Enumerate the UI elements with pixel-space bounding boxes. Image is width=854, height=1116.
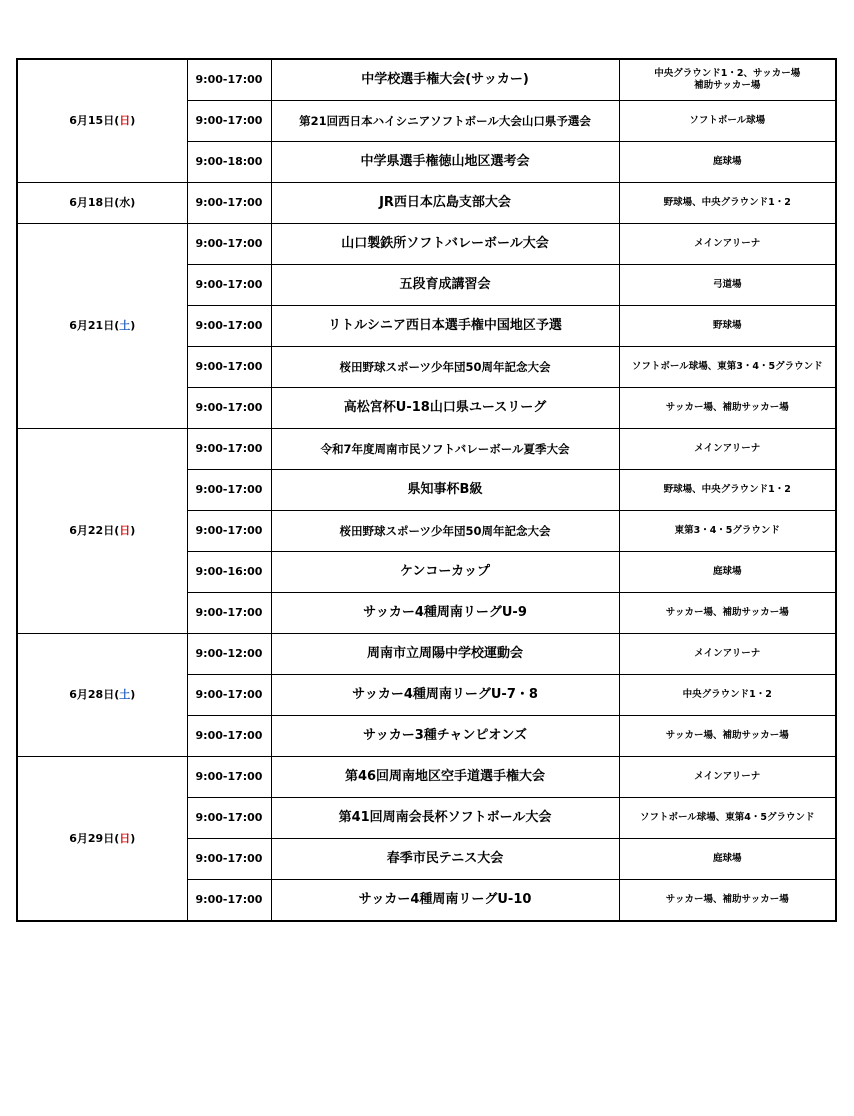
- time-cell: 9:00-18:00: [187, 142, 271, 183]
- time-cell: 9:00-17:00: [187, 101, 271, 142]
- venue-line: 庭球場: [712, 853, 742, 865]
- event-name-cell: 令和7年度周南市民ソフトバレーボール夏季大会: [271, 429, 619, 470]
- date-cell: [17, 429, 187, 634]
- event-name-cell: 五段育成講習会: [271, 265, 619, 306]
- date-close-paren: ): [130, 524, 136, 538]
- venue-cell: [619, 798, 836, 839]
- time-cell: 9:00-17:00: [187, 347, 271, 388]
- time-cell: 9:00-17:00: [187, 429, 271, 470]
- date-cell: [17, 224, 187, 429]
- time-cell: 9:00-16:00: [187, 552, 271, 593]
- venue-line: 庭球場: [712, 156, 742, 168]
- venue-line: 弓道場: [712, 279, 742, 291]
- venue-cell: [619, 880, 836, 922]
- venue-cell: [619, 101, 836, 142]
- venue-cell: [619, 183, 836, 224]
- time-cell: 9:00-17:00: [187, 880, 271, 922]
- date-close-paren: ): [130, 319, 136, 333]
- venue-cell: [619, 757, 836, 798]
- venue-cell: [619, 347, 836, 388]
- venue-line: 庭球場: [712, 566, 742, 578]
- time-cell: 9:00-17:00: [187, 265, 271, 306]
- venue-line: サッカー場、補助サッカー場: [665, 730, 789, 742]
- date-label: 6月29日(: [69, 831, 120, 845]
- schedule-table: [16, 58, 837, 922]
- venue-line: サッカー場、補助サッカー場: [665, 607, 789, 619]
- time-cell: 9:00-17:00: [187, 839, 271, 880]
- venue-line: ソフトボール球場、東第4・5グラウンド: [639, 812, 815, 824]
- schedule-body: [17, 59, 836, 921]
- venue-line: 中央グラウンド1・2: [682, 689, 772, 701]
- time-cell: 9:00-17:00: [187, 593, 271, 634]
- table-row: [17, 634, 836, 675]
- venue-cell: [619, 59, 836, 101]
- date-label: 6月28日(: [69, 688, 120, 702]
- venue-line: メインアリーナ: [694, 771, 761, 783]
- event-name-cell: 高松宮杯U-18山口県ユースリーグ: [271, 388, 619, 429]
- time-cell: 9:00-17:00: [187, 388, 271, 429]
- event-name-cell: 春季市民テニス大会: [271, 839, 619, 880]
- event-name-cell: 中学校選手権大会(サッカー): [271, 59, 619, 101]
- weekday-label: 土: [119, 319, 131, 333]
- time-cell: 9:00-17:00: [187, 675, 271, 716]
- table-row: [17, 224, 836, 265]
- event-name-cell: JR西日本広島支部大会: [271, 183, 619, 224]
- venue-cell: [619, 593, 836, 634]
- event-name-cell: サッカー4種周南リーグU-10: [271, 880, 619, 922]
- table-row: [17, 757, 836, 798]
- venue-line: 野球場、中央グラウンド1・2: [663, 484, 791, 496]
- weekday-label: 日: [119, 831, 131, 845]
- venue-line: メインアリーナ: [694, 443, 761, 455]
- table-row: [17, 183, 836, 224]
- venue-cell: [619, 552, 836, 593]
- venue-cell: [619, 388, 836, 429]
- venue-cell: [619, 142, 836, 183]
- date-cell: [17, 59, 187, 183]
- event-name-cell: 第21回西日本ハイシニアソフトボール大会山口県予選会: [271, 101, 619, 142]
- date-cell: [17, 757, 187, 922]
- venue-line: サッカー場、補助サッカー場: [665, 894, 789, 906]
- event-name-cell: サッカー4種周南リーグU-7・8: [271, 675, 619, 716]
- time-cell: 9:00-17:00: [187, 798, 271, 839]
- date-label: 6月15日(: [69, 114, 120, 128]
- date-label: 6月22日(: [69, 524, 120, 538]
- event-name-cell: 桜田野球スポーツ少年団50周年記念大会: [271, 511, 619, 552]
- date-cell: [17, 183, 187, 224]
- time-cell: 9:00-17:00: [187, 224, 271, 265]
- venue-line: 中央グラウンド1・2、サッカー場: [654, 68, 801, 80]
- venue-cell: [619, 306, 836, 347]
- event-name-cell: ケンコーカップ: [271, 552, 619, 593]
- venue-cell: [619, 265, 836, 306]
- time-cell: 9:00-17:00: [187, 511, 271, 552]
- date-label: 6月18日(: [69, 196, 120, 210]
- venue-cell: [619, 839, 836, 880]
- weekday-label: 日: [119, 114, 131, 128]
- date-close-paren: ): [130, 114, 136, 128]
- venue-line: ソフトボール球場、東第3・4・5グラウンド: [631, 361, 823, 373]
- date-close-paren: ): [130, 196, 136, 210]
- event-name-cell: 県知事杯B級: [271, 470, 619, 511]
- event-name-cell: 第41回周南会長杯ソフトボール大会: [271, 798, 619, 839]
- date-label: 6月21日(: [69, 319, 120, 333]
- venue-cell: [619, 716, 836, 757]
- time-cell: 9:00-17:00: [187, 183, 271, 224]
- time-cell: 9:00-17:00: [187, 306, 271, 347]
- venue-line: メインアリーナ: [694, 648, 761, 660]
- weekday-label: 土: [119, 688, 131, 702]
- venue-line: サッカー場、補助サッカー場: [665, 402, 789, 414]
- event-name-cell: リトルシニア西日本選手権中国地区予選: [271, 306, 619, 347]
- venue-line: 補助サッカー場: [694, 80, 761, 91]
- time-cell: 9:00-17:00: [187, 59, 271, 101]
- event-name-cell: 第46回周南地区空手道選手権大会: [271, 757, 619, 798]
- venue-cell: [619, 675, 836, 716]
- venue-cell: [619, 511, 836, 552]
- venue-cell: [619, 224, 836, 265]
- event-name-cell: 桜田野球スポーツ少年団50周年記念大会: [271, 347, 619, 388]
- event-name-cell: 周南市立周陽中学校運動会: [271, 634, 619, 675]
- date-close-paren: ): [130, 688, 136, 702]
- venue-line: メインアリーナ: [694, 238, 761, 250]
- venue-cell: [619, 470, 836, 511]
- event-name-cell: サッカー3種チャンピオンズ: [271, 716, 619, 757]
- time-cell: 9:00-17:00: [187, 470, 271, 511]
- venue-cell: [619, 634, 836, 675]
- event-name-cell: 山口製鉄所ソフトバレーボール大会: [271, 224, 619, 265]
- weekday-label: 日: [119, 524, 131, 538]
- time-cell: 9:00-17:00: [187, 757, 271, 798]
- date-close-paren: ): [130, 831, 136, 845]
- time-cell: 9:00-17:00: [187, 716, 271, 757]
- venue-line: 東第3・4・5グラウンド: [674, 525, 780, 537]
- event-name-cell: 中学県選手権徳山地区選考会: [271, 142, 619, 183]
- time-cell: 9:00-12:00: [187, 634, 271, 675]
- event-name-cell: サッカー4種周南リーグU-9: [271, 593, 619, 634]
- venue-line: ソフトボール球場: [689, 115, 766, 127]
- venue-line: 野球場、中央グラウンド1・2: [663, 197, 791, 209]
- venue-cell: [619, 429, 836, 470]
- venue-line: 野球場: [712, 320, 742, 332]
- table-row: [17, 429, 836, 470]
- date-cell: [17, 634, 187, 757]
- table-row: [17, 59, 836, 101]
- weekday-label: 水: [119, 196, 131, 210]
